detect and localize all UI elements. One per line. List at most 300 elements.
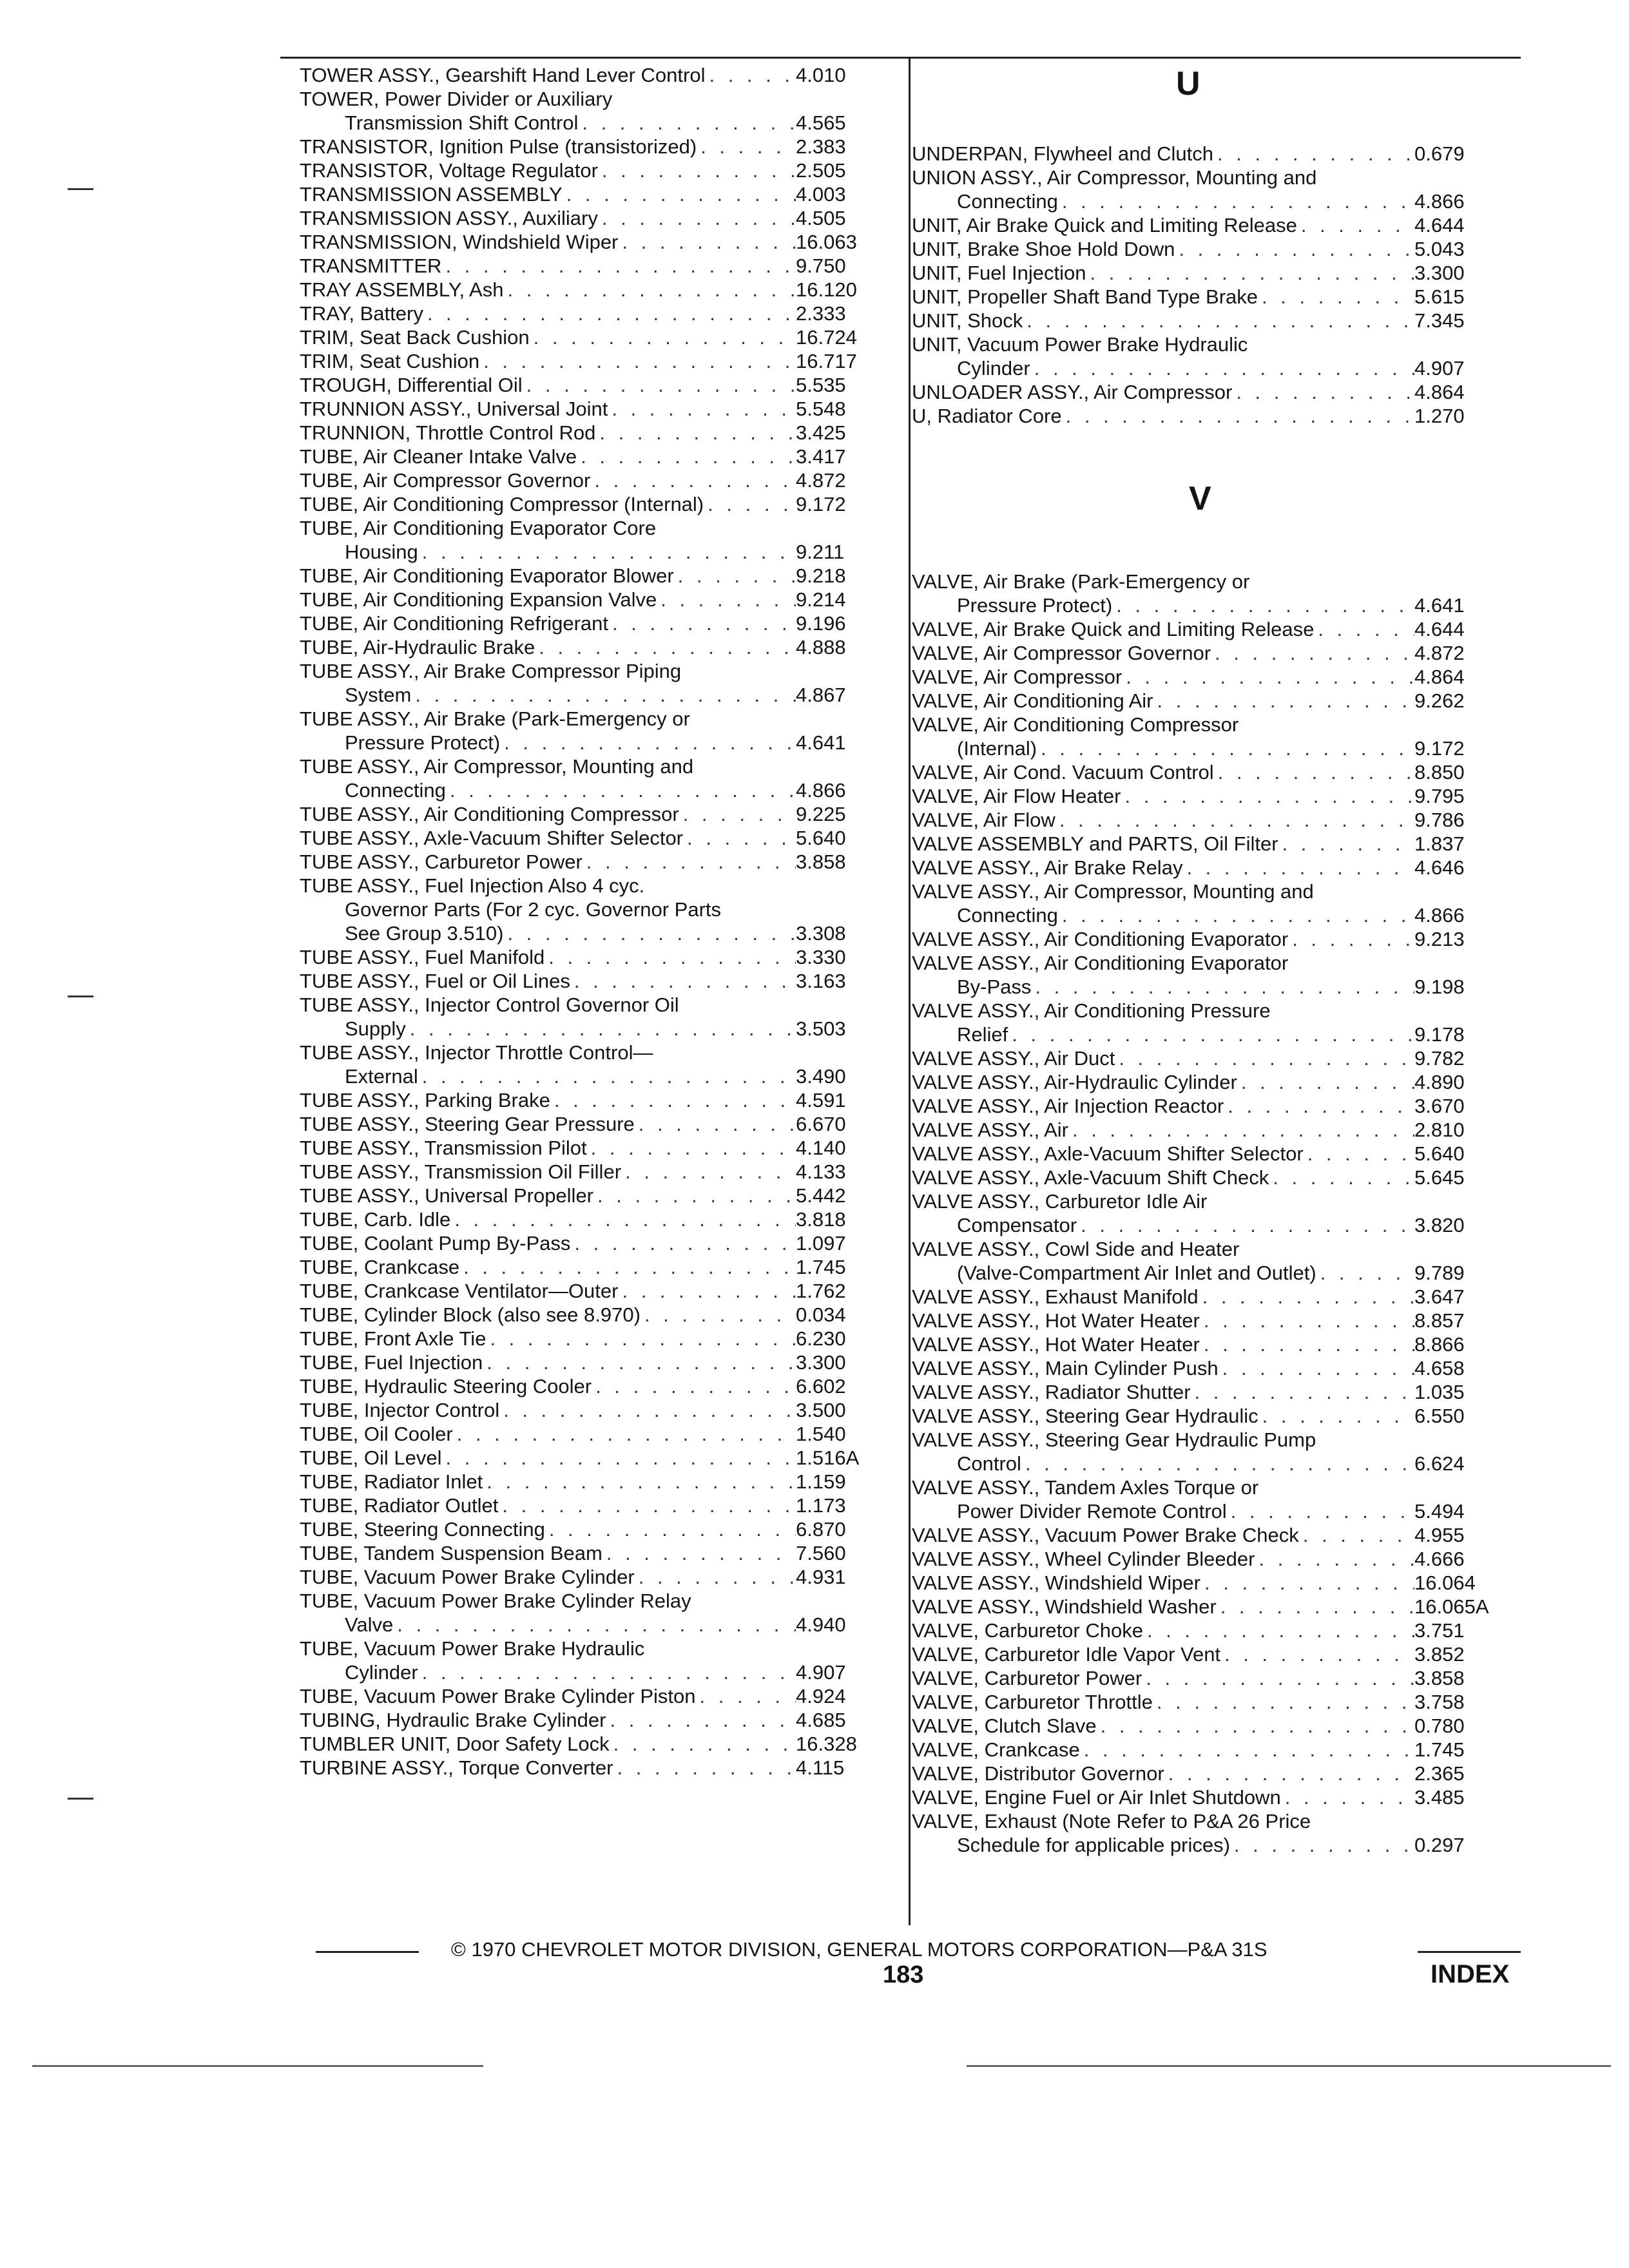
dot-leader xyxy=(453,1422,796,1446)
entry-text: TUBE, Tandem Suspension Beam xyxy=(300,1542,602,1564)
entry-line xyxy=(912,1762,1511,1785)
page-number: 183 xyxy=(883,1961,924,1988)
entry-text: TUBE ASSY., Universal Propeller xyxy=(300,1184,594,1207)
entry-text: UNIT, Shock xyxy=(912,309,1023,332)
dot-leader xyxy=(1030,356,1414,380)
entry-line xyxy=(912,332,1511,356)
index-entry xyxy=(300,1327,892,1350)
group-reference: 6.624 xyxy=(1414,1452,1465,1475)
entry-line xyxy=(300,1446,892,1470)
entry-text: TUBE ASSY., Parking Brake xyxy=(300,1089,550,1111)
dot-leader xyxy=(441,254,796,278)
index-entry xyxy=(300,445,892,468)
entry-line xyxy=(300,1017,892,1041)
entry-line xyxy=(912,1475,1511,1499)
index-entry xyxy=(912,309,1511,332)
dot-leader xyxy=(523,373,796,397)
entry-line xyxy=(912,1619,1511,1642)
dot-leader xyxy=(1115,1046,1414,1070)
entry-line xyxy=(912,1595,1511,1619)
entry-text: VALVE, Air Brake (Park-Emergency or xyxy=(912,570,1250,593)
index-entry xyxy=(300,492,892,516)
entry-line xyxy=(300,778,892,802)
entry-line xyxy=(300,1494,892,1517)
entry-line xyxy=(912,404,1511,428)
index-entry xyxy=(300,1565,892,1589)
dot-leader xyxy=(503,921,796,945)
group-reference: 4.872 xyxy=(796,469,846,492)
entry-line xyxy=(912,1332,1511,1356)
dot-leader xyxy=(1217,1595,1414,1619)
entry-text: VALVE ASSY., Air Duct xyxy=(912,1047,1115,1070)
entry-text: VALVE ASSY., Radiator Shutter xyxy=(912,1381,1191,1403)
entry-text: TUBE, Radiator Outlet xyxy=(300,1494,499,1517)
dot-leader xyxy=(578,111,796,135)
entry-line xyxy=(912,1118,1511,1142)
group-reference: 7.560 xyxy=(796,1542,846,1564)
group-reference: 16.063 xyxy=(796,231,857,253)
group-reference: 8.866 xyxy=(1414,1333,1465,1356)
index-entry xyxy=(912,1118,1511,1142)
entry-text: TUBE ASSY., Transmission Pilot xyxy=(300,1137,587,1159)
group-reference: 5.548 xyxy=(796,398,846,420)
entry-line xyxy=(912,285,1511,309)
entry-text: VALVE ASSY., Axle-Vacuum Shifter Selector xyxy=(912,1142,1304,1165)
entry-line xyxy=(912,1785,1511,1809)
entry-text: TUBE, Vacuum Power Brake Cylinder xyxy=(300,1566,635,1588)
index-entry xyxy=(300,993,892,1041)
group-reference: 1.270 xyxy=(1414,405,1465,427)
entry-text: TUBE, Radiator Inlet xyxy=(300,1470,483,1493)
index-entry xyxy=(912,1714,1511,1738)
entry-line xyxy=(912,927,1511,951)
dot-leader xyxy=(503,278,796,302)
group-reference: 2.810 xyxy=(1414,1119,1465,1141)
entry-line xyxy=(300,1422,892,1446)
entry-text: TRANSMISSION, Windshield Wiper xyxy=(300,231,619,253)
dot-leader xyxy=(577,445,796,468)
entry-line xyxy=(300,707,892,731)
entry-line xyxy=(300,1327,892,1350)
entry-line xyxy=(912,641,1511,665)
dot-leader xyxy=(1037,736,1414,760)
entry-line xyxy=(300,230,892,254)
entry-line xyxy=(912,1285,1511,1309)
entry-text: VALVE ASSY., Air Conditioning Evaporator xyxy=(912,928,1289,950)
dot-leader xyxy=(598,206,796,230)
index-entry xyxy=(912,1285,1511,1309)
dot-leader xyxy=(483,1350,796,1374)
entry-line xyxy=(912,1213,1511,1237)
dot-leader xyxy=(1142,1666,1414,1690)
entry-text: TRANSMISSION ASSEMBLY xyxy=(300,183,563,206)
entry-line xyxy=(300,254,892,278)
entry-text: VALVE, Carburetor Throttle xyxy=(912,1691,1153,1713)
entry-line xyxy=(912,593,1511,617)
group-reference: 1.837 xyxy=(1414,832,1465,855)
group-reference: 1.745 xyxy=(796,1256,846,1278)
dot-leader xyxy=(450,1207,796,1231)
entry-line xyxy=(912,951,1511,975)
dot-leader xyxy=(1288,927,1414,951)
entry-text: VALVE ASSY., Steering Gear Hydraulic xyxy=(912,1405,1258,1427)
index-entry xyxy=(912,999,1511,1046)
dot-leader xyxy=(606,1708,796,1732)
group-reference: 9.178 xyxy=(1414,1023,1465,1046)
entry-text: TUBE, Crankcase xyxy=(300,1256,460,1278)
index-entry xyxy=(912,1189,1511,1237)
entry-line xyxy=(300,1064,892,1088)
dot-leader xyxy=(1021,1452,1414,1475)
entry-text: VALVE ASSY., Air Injection Reactor xyxy=(912,1095,1224,1117)
dot-leader xyxy=(1031,975,1414,999)
entry-line xyxy=(912,142,1511,166)
entry-text: Connecting xyxy=(957,904,1058,927)
index-entry xyxy=(912,760,1511,784)
index-entry xyxy=(300,754,892,802)
group-reference: 16.724 xyxy=(796,326,857,349)
index-entry xyxy=(300,1160,892,1184)
index-entry xyxy=(912,166,1511,213)
dot-leader xyxy=(535,635,796,659)
index-entry xyxy=(300,516,892,564)
group-reference: 4.888 xyxy=(796,636,846,658)
entry-text: TRANSISTOR, Voltage Regulator xyxy=(300,159,598,182)
dot-leader xyxy=(1314,617,1414,641)
group-reference: 9.795 xyxy=(1414,785,1465,807)
index-entry xyxy=(300,802,892,826)
dot-leader xyxy=(1224,1094,1414,1118)
dot-leader xyxy=(593,1184,796,1207)
dot-leader xyxy=(1200,1571,1414,1595)
entry-text: TUBE, Coolant Pump By-Pass xyxy=(300,1232,571,1254)
entry-line xyxy=(912,1094,1511,1118)
group-reference: 3.485 xyxy=(1414,1786,1465,1809)
group-reference: 9.213 xyxy=(1414,928,1465,950)
group-reference: 1.516A xyxy=(796,1446,860,1469)
dot-leader xyxy=(1112,593,1414,617)
entry-line xyxy=(300,874,892,898)
group-reference: 4.115 xyxy=(796,1756,845,1779)
group-reference: 4.010 xyxy=(796,64,846,86)
entry-text: UNIT, Air Brake Quick and Limiting Release xyxy=(912,214,1297,236)
entry-line xyxy=(912,1690,1511,1714)
group-reference: 3.852 xyxy=(1414,1643,1465,1666)
dot-leader xyxy=(411,683,796,707)
dot-leader xyxy=(545,945,796,969)
entry-line xyxy=(300,1541,892,1565)
index-entry xyxy=(912,261,1511,285)
group-reference: 9.750 xyxy=(796,255,846,277)
index-entry xyxy=(912,879,1511,927)
group-reference: 4.641 xyxy=(1414,594,1465,617)
entry-line xyxy=(912,736,1511,760)
index-entry xyxy=(300,1374,892,1398)
entry-text: Cylinder xyxy=(345,1661,418,1684)
dot-leader xyxy=(1122,665,1414,689)
dot-leader xyxy=(1097,1714,1414,1738)
entry-line xyxy=(912,1428,1511,1452)
group-reference: 3.300 xyxy=(1414,262,1465,284)
index-entry xyxy=(912,1547,1511,1571)
group-reference: 3.417 xyxy=(796,445,846,468)
entry-text: TUBE, Injector Control xyxy=(300,1399,500,1421)
group-reference: 4.866 xyxy=(1414,190,1465,213)
dot-leader xyxy=(608,397,796,421)
dot-leader xyxy=(697,135,796,159)
index-entry xyxy=(912,1166,1511,1189)
entry-text: TUBE, Fuel Injection xyxy=(300,1351,483,1374)
entry-line xyxy=(912,1738,1511,1762)
entry-line xyxy=(300,1160,892,1184)
group-reference: 4.133 xyxy=(796,1160,846,1183)
entry-text: UNIT, Brake Shoe Hold Down xyxy=(912,238,1175,260)
entry-line xyxy=(300,1708,892,1732)
entry-line xyxy=(300,1350,892,1374)
group-reference: 4.666 xyxy=(1414,1548,1465,1570)
dot-leader xyxy=(1230,1833,1414,1857)
entry-text: VALVE, Crankcase xyxy=(912,1738,1080,1761)
group-reference: 4.890 xyxy=(1414,1071,1465,1093)
entry-text: TUBE, Hydraulic Steering Cooler xyxy=(300,1375,592,1398)
index-entry xyxy=(300,945,892,969)
entry-line xyxy=(912,1023,1511,1046)
entry-text: UNDERPAN, Flywheel and Clutch xyxy=(912,142,1214,165)
entry-text: Pressure Protect) xyxy=(957,594,1113,617)
entry-text: VALVE, Distributor Governor xyxy=(912,1762,1164,1785)
entry-text: TUBE ASSY., Injector Control Governor Oil xyxy=(300,994,679,1016)
index-entry xyxy=(300,969,892,993)
dot-leader xyxy=(423,302,796,325)
entry-line xyxy=(300,135,892,159)
index-entry xyxy=(912,1356,1511,1380)
index-entry xyxy=(300,373,892,397)
entry-text: TUBE ASSY., Carburetor Power xyxy=(300,850,583,873)
entry-line xyxy=(300,159,892,182)
entry-line xyxy=(912,1356,1511,1380)
group-reference: 4.864 xyxy=(1414,381,1465,403)
dot-leader xyxy=(1068,1118,1414,1142)
entry-line xyxy=(912,1142,1511,1166)
group-reference: 3.425 xyxy=(796,421,846,444)
entry-line xyxy=(300,826,892,850)
dot-leader xyxy=(1213,142,1414,166)
group-reference: 16.717 xyxy=(796,350,857,372)
entry-line xyxy=(300,850,892,874)
section-u-list xyxy=(912,142,1511,428)
entry-line xyxy=(912,213,1511,237)
entry-text: UNIT, Vacuum Power Brake Hydraulic xyxy=(912,333,1248,356)
entry-line xyxy=(912,617,1511,641)
dot-leader xyxy=(459,1255,796,1279)
entry-text: TRANSMITTER xyxy=(300,255,442,277)
index-entry xyxy=(912,689,1511,713)
entry-line xyxy=(912,1189,1511,1213)
entry-line xyxy=(300,111,892,135)
column-divider xyxy=(909,57,911,1925)
entry-line xyxy=(300,1136,892,1160)
group-reference: 9.782 xyxy=(1414,1047,1465,1070)
entry-line xyxy=(300,1207,892,1231)
index-entry xyxy=(912,1523,1511,1547)
group-reference: 4.591 xyxy=(796,1089,846,1111)
index-entry xyxy=(300,468,892,492)
entry-line xyxy=(912,1714,1511,1738)
entry-text: TRUNNION, Throttle Control Rod xyxy=(300,421,596,444)
index-entry xyxy=(912,856,1511,879)
group-reference: 0.679 xyxy=(1414,142,1465,165)
footer-rule-right xyxy=(1418,1951,1521,1953)
index-entry xyxy=(300,1684,892,1708)
group-reference: 1.097 xyxy=(796,1232,846,1254)
index-entry xyxy=(300,1041,892,1088)
section-v-list xyxy=(912,570,1511,1857)
entry-line xyxy=(912,1642,1511,1666)
dot-leader xyxy=(1062,404,1414,428)
entry-text: VALVE ASSY., Hot Water Heater xyxy=(912,1309,1200,1332)
group-reference: 4.866 xyxy=(796,779,846,802)
entry-text: VALVE ASSY., Tandem Axles Torque or xyxy=(912,1476,1259,1499)
entry-line xyxy=(300,206,892,230)
dot-leader xyxy=(1055,808,1414,832)
index-entry xyxy=(912,808,1511,832)
entry-line xyxy=(912,189,1511,213)
entry-text: VALVE ASSY., Air Compressor, Mounting and xyxy=(912,880,1314,903)
entry-text: VALVE, Air Compressor Governor xyxy=(912,642,1211,664)
entry-text: (Internal) xyxy=(957,737,1037,760)
index-entry xyxy=(300,1470,892,1494)
group-reference: 4.940 xyxy=(796,1613,846,1636)
entry-line xyxy=(300,945,892,969)
index-entry xyxy=(300,206,892,230)
entry-line xyxy=(912,1547,1511,1571)
index-column-right xyxy=(912,58,1511,1857)
entry-text: TRIM, Seat Cushion xyxy=(300,350,480,372)
entry-text: Valve xyxy=(345,1613,394,1636)
dot-leader xyxy=(570,1231,796,1255)
group-reference: 4.003 xyxy=(796,183,846,206)
index-entry xyxy=(300,874,892,945)
entry-text: TUMBLER UNIT, Door Safety Lock xyxy=(300,1733,610,1755)
index-entry xyxy=(912,927,1511,951)
index-entry xyxy=(912,1046,1511,1070)
index-entry xyxy=(912,380,1511,404)
entry-text: TUBE, Air Cleaner Intake Valve xyxy=(300,445,577,468)
entry-text: TRUNNION ASSY., Universal Joint xyxy=(300,398,608,420)
entry-line xyxy=(300,182,892,206)
dot-leader xyxy=(1219,1356,1414,1380)
entry-text: TUBE, Air Conditioning Refrigerant xyxy=(300,612,609,635)
entry-line xyxy=(300,1756,892,1780)
entry-line xyxy=(912,1571,1511,1595)
entry-text: VALVE, Carburetor Idle Vapor Vent xyxy=(912,1643,1221,1666)
group-reference: 5.645 xyxy=(1414,1166,1465,1189)
group-reference: 9.789 xyxy=(1414,1262,1465,1284)
index-entry xyxy=(300,63,892,87)
entry-line xyxy=(300,302,892,325)
index-entry xyxy=(300,1494,892,1517)
entry-text: VALVE ASSY., Wheel Cylinder Bleeder xyxy=(912,1548,1255,1570)
group-reference: 2.365 xyxy=(1414,1762,1465,1785)
dot-leader xyxy=(1199,1285,1414,1309)
group-reference: 5.043 xyxy=(1414,238,1465,260)
entry-text: UNIT, Fuel Injection xyxy=(912,262,1086,284)
dot-leader xyxy=(1121,784,1414,808)
dot-leader xyxy=(598,159,796,182)
index-entry xyxy=(300,1422,892,1446)
group-reference: 9.225 xyxy=(796,803,846,825)
dot-leader xyxy=(1080,1738,1414,1762)
group-reference: 8.850 xyxy=(1414,761,1465,783)
index-entry xyxy=(912,665,1511,689)
entry-text: VALVE ASSY., Air-Hydraulic Cylinder xyxy=(912,1071,1237,1093)
entry-text: TOWER, Power Divider or Auxiliary xyxy=(300,88,613,110)
entry-line xyxy=(912,1070,1511,1094)
group-reference: 2.383 xyxy=(796,135,846,158)
group-reference: 16.120 xyxy=(796,278,857,301)
group-reference: 1.762 xyxy=(796,1280,846,1302)
index-entry xyxy=(912,1142,1511,1166)
entry-text: Housing xyxy=(345,541,418,563)
section-letter-v: V xyxy=(1189,480,1211,517)
entry-text: Control xyxy=(957,1452,1021,1475)
entry-line xyxy=(912,784,1511,808)
index-entry xyxy=(300,1517,892,1541)
entry-text: Governor Parts (For 2 cyc. Governor Parts xyxy=(345,898,722,921)
entry-line xyxy=(300,1279,892,1303)
entry-text: TUBE, Front Axle Tie xyxy=(300,1327,487,1350)
entry-text: VALVE, Air Cond. Vacuum Control xyxy=(912,761,1214,783)
entry-text: UNLOADER ASSY., Air Compressor xyxy=(912,381,1233,403)
dot-leader xyxy=(1214,760,1414,784)
index-entry xyxy=(912,713,1511,760)
entry-text: Relief xyxy=(957,1023,1008,1046)
entry-line xyxy=(300,564,892,588)
entry-text: TUBING, Hydraulic Brake Cylinder xyxy=(300,1709,606,1731)
entry-line xyxy=(912,832,1511,856)
entry-line xyxy=(300,1112,892,1136)
group-reference: 9.198 xyxy=(1414,975,1465,998)
entry-text: (Valve-Compartment Air Inlet and Outlet) xyxy=(957,1262,1316,1284)
group-reference: 5.615 xyxy=(1414,285,1465,308)
index-entry xyxy=(300,1207,892,1231)
group-reference: 9.214 xyxy=(796,588,846,611)
entry-text: VALVE ASSY., Air Conditioning Pressure xyxy=(912,999,1271,1022)
entry-line xyxy=(912,1166,1511,1189)
entry-line xyxy=(300,683,892,707)
entry-text: TUBE, Air Conditioning Compressor (Internal) xyxy=(300,493,704,515)
dot-leader xyxy=(1153,689,1415,713)
dot-leader xyxy=(1200,1332,1414,1356)
index-entry xyxy=(300,1446,892,1470)
entry-line xyxy=(912,1237,1511,1261)
dot-leader xyxy=(1191,1380,1414,1404)
dot-leader xyxy=(1200,1309,1414,1332)
entry-line xyxy=(912,975,1511,999)
dot-leader xyxy=(498,1494,796,1517)
index-entry xyxy=(300,1279,892,1303)
entry-line xyxy=(300,87,892,111)
group-reference: 2.333 xyxy=(796,302,846,325)
index-entry xyxy=(912,142,1511,166)
group-reference: 16.065A xyxy=(1414,1595,1489,1618)
entry-line xyxy=(912,665,1511,689)
group-reference: 9.786 xyxy=(1414,809,1465,831)
dot-leader xyxy=(705,63,796,87)
entry-line xyxy=(300,1255,892,1279)
group-reference: 3.490 xyxy=(796,1065,846,1088)
entry-line xyxy=(912,237,1511,261)
